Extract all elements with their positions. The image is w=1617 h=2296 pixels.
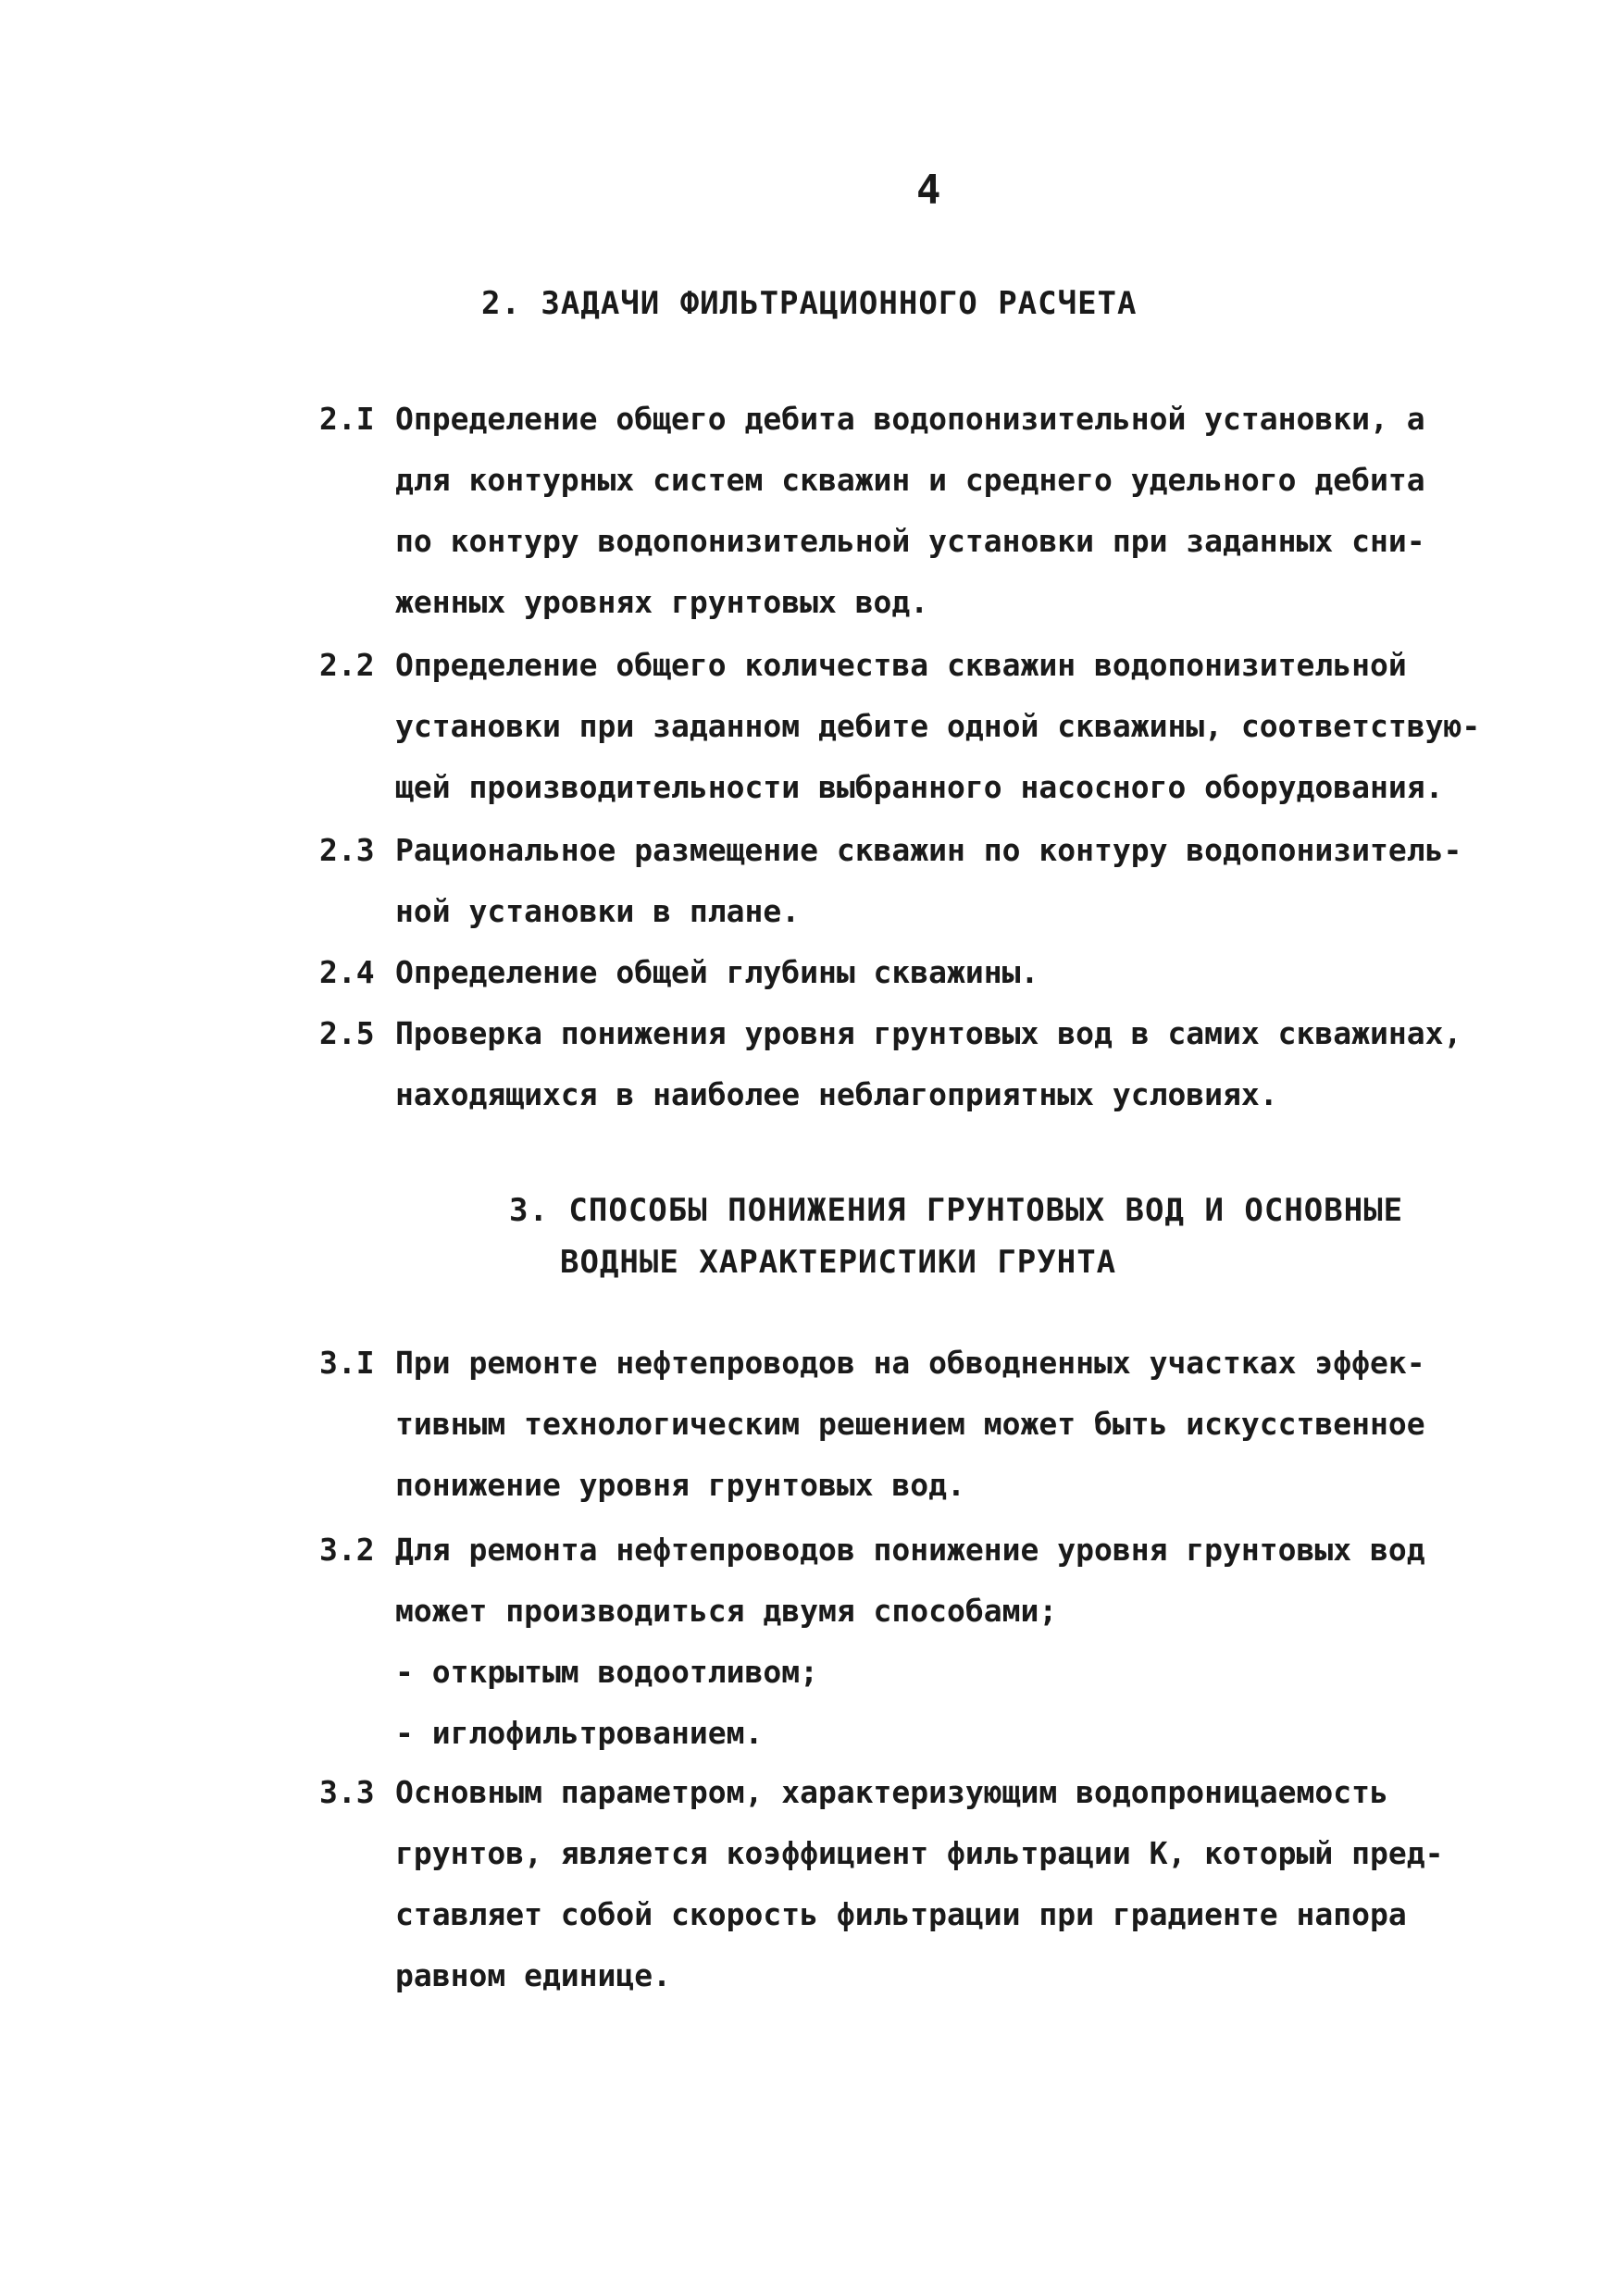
text-line: Основным параметром, характеризующим водопроницаемость [395, 1774, 1388, 1810]
item-text [395, 820, 1541, 942]
text-line: находящихся в наиболее неблагоприятных условиях. [395, 1076, 1278, 1112]
section-3-title-line-2: ВОДНЫЕ ХАРАКТЕРИСТИКИ ГРУНТА [560, 1244, 1117, 1281]
text-line: ставляет собой скорость фильтрации при градиенте напора [395, 1896, 1407, 1932]
text-line: - открытым водоотливом; [395, 1654, 818, 1690]
list-item-2-5 [319, 1003, 1541, 1125]
list-item-3-3 [319, 1762, 1541, 2006]
list-item-2-1 [319, 389, 1541, 633]
text-line: грунтов, является коэффициент фильтрации К, который пред- [395, 1835, 1444, 1871]
text-line: Определение общего дебита водопонизительной установки, а [395, 401, 1425, 437]
list-item-2-2 [319, 635, 1541, 818]
text-line: Проверка понижения уровня грунтовых вод в самих скважинах, [395, 1015, 1462, 1051]
section-2-heading [481, 278, 1138, 329]
item-text [395, 1003, 1541, 1125]
item-text [395, 389, 1541, 633]
item-number: 3.3 [319, 1774, 375, 1810]
text-line: При ремонте нефтепроводов на обводненных участках эффек- [395, 1345, 1425, 1381]
text-line: по контуру водопонизительной установки при заданных сни- [395, 523, 1425, 559]
item-text [395, 1333, 1541, 1516]
text-line: щей производительности выбранного насосного оборудования. [395, 769, 1444, 805]
item-number: 2.I [319, 401, 375, 437]
item-text [395, 942, 1541, 1003]
text-line: Для ремонта нефтепроводов понижение уровня грунтовых вод [395, 1532, 1425, 1568]
text-line: Определение общего количества скважин водопонизительной [395, 647, 1407, 683]
text-line: может производиться двумя способами; [395, 1593, 1058, 1629]
text-line: установки при заданном дебите одной скважины, соответствую- [395, 708, 1481, 744]
text-line: для контурных систем скважин и среднего удельного дебита [395, 462, 1425, 498]
section-3-title-line-1: 3. СПОСОБЫ ПОНИЖЕНИЯ ГРУНТОВЫХ ВОД И ОСНОВНЫЕ [509, 1192, 1404, 1229]
text-line: тивным технологическим решением может быть искусственное [395, 1406, 1425, 1442]
item-number: 3.2 [319, 1532, 375, 1568]
section-3-heading [509, 1185, 1403, 1288]
item-number: 3.I [319, 1345, 375, 1381]
text-line: - иглофильтрованием. [395, 1715, 764, 1751]
section-2-title: 2. ЗАДАЧИ ФИЛЬТРАЦИОННОГО РАСЧЕТА [481, 285, 1138, 322]
item-number: 2.2 [319, 647, 375, 683]
text-line: равном единице. [395, 1957, 672, 1993]
item-text [395, 635, 1541, 818]
item-text [395, 1762, 1541, 2006]
list-item-3-1 [319, 1333, 1541, 1516]
item-text [395, 1520, 1541, 1764]
text-line: ной установки в плане. [395, 893, 801, 929]
list-item-3-2 [319, 1520, 1541, 1764]
item-number: 2.4 [319, 954, 375, 990]
text-line: Определение общей глубины скважины. [395, 954, 1039, 990]
item-number: 2.3 [319, 832, 375, 868]
text-line: понижение уровня грунтовых вод. [395, 1467, 965, 1503]
item-number: 2.5 [319, 1015, 375, 1051]
list-item-2-4 [319, 942, 1541, 1003]
list-item-2-3 [319, 820, 1541, 942]
text-line: Рациональное размещение скважин по контуру водопонизитель- [395, 832, 1462, 868]
text-line: женных уровнях грунтовых вод. [395, 584, 929, 620]
page-number: 4 [916, 167, 941, 214]
